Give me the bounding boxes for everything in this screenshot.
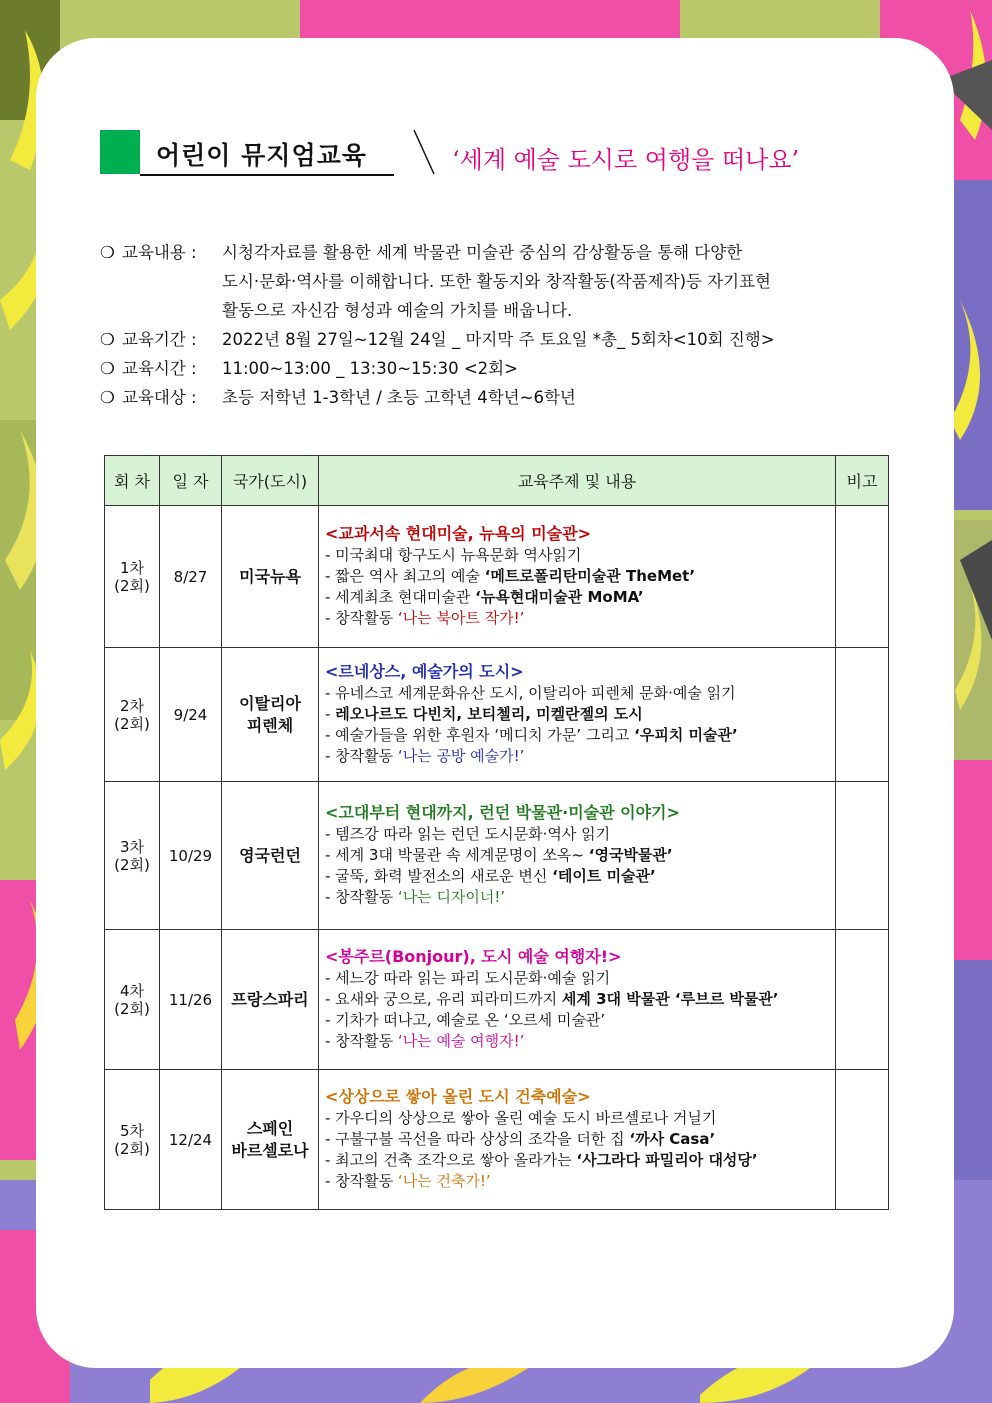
content-text: - 템즈강 따라 읽는 런던 도시문화·역사 읽기 — [325, 824, 611, 843]
content-cell — [319, 782, 836, 930]
round-cell — [105, 1070, 160, 1210]
content-text: - 유네스코 세계문화유산 도시, 이탈리아 피렌체 문화·예술 읽기 — [325, 683, 736, 702]
city-cell — [222, 506, 319, 648]
info-item-content — [100, 238, 771, 325]
note-cell — [836, 1070, 889, 1210]
header-round: 회 차 — [105, 456, 160, 506]
table-row — [105, 782, 889, 930]
city-cell — [222, 1070, 319, 1210]
content-text: ‘영국박물관’ — [588, 845, 673, 864]
content-line — [325, 968, 829, 989]
content-text: - 창작활동 — [325, 1032, 398, 1051]
city-label: 이탈리아 — [239, 693, 301, 713]
note-cell — [836, 648, 889, 782]
content-line — [325, 1150, 829, 1171]
session-count: (2회) — [114, 999, 150, 1018]
content-text: ‘테이트 미술관’ — [552, 867, 656, 886]
bullet-icon: ❍ — [100, 243, 115, 262]
content-cell — [319, 648, 836, 782]
round-label: 2차 — [119, 696, 145, 715]
content-text: 레오나르도 다빈치, 보티첼리, 미켈란젤의 도시 — [335, 704, 643, 723]
topic-title: <고대부터 현대까지, 런던 박물관·미술관 이야기> — [325, 803, 680, 823]
content-line — [325, 1108, 829, 1129]
date-cell: 8/27 — [160, 506, 222, 648]
info-label: 교육대상 : — [122, 388, 197, 407]
content-text: - 세계 3대 박물관 속 세계문명이 쏘옥~ — [325, 845, 589, 864]
title-banner — [100, 128, 900, 178]
content-text: - 기차가 떠나고, 예술로 온 ‘오르세 미술관’ — [325, 1011, 606, 1030]
activity-line — [325, 1171, 829, 1192]
info-item-period — [100, 325, 775, 354]
info-label: 교육기간 : — [122, 330, 197, 349]
content-text: - 창작활동 — [325, 1172, 398, 1191]
content-line — [325, 1129, 829, 1150]
content-text: ‘까사 Casa’ — [629, 1129, 716, 1148]
header-city: 국가(도시) — [222, 456, 319, 506]
content-line — [325, 566, 829, 587]
content-line — [325, 683, 829, 704]
round-label: 3차 — [119, 837, 145, 856]
content-text: 세계 3대 박물관 ‘루브르 박물관’ — [561, 989, 779, 1008]
city-label: 프랑스파리 — [231, 989, 309, 1009]
topic-title: <상상으로 쌓아 올린 도시 건축예술> — [325, 1087, 591, 1107]
note-cell — [836, 930, 889, 1070]
activity-line — [325, 746, 829, 767]
info-text: 초등 저학년 1-3학년 / 초등 고학년 4학년~6학년 — [222, 388, 576, 407]
info-text: 11:00~13:00 _ 13:30~15:30 <2회> — [222, 359, 518, 378]
table-header-row — [105, 456, 889, 506]
content-text: ‘우피치 미술관’ — [634, 726, 738, 745]
city-cell — [222, 930, 319, 1070]
bullet-icon: ❍ — [100, 388, 115, 407]
activity-line — [325, 1031, 829, 1052]
content-text: - 창작활동 — [325, 609, 398, 628]
round-label: 5차 — [119, 1121, 145, 1140]
date-cell: 10/29 — [160, 782, 222, 930]
table-row — [105, 506, 889, 648]
content-text: - 미국최대 항구도시 뉴욕문화 역사읽기 — [325, 545, 582, 564]
content-text: ‘뉴욕현대미술관 MoMA’ — [475, 588, 644, 607]
content-line — [325, 587, 829, 608]
info-text: 활동으로 자신감 형성과 예술의 가치를 배웁니다. — [222, 301, 573, 320]
header-note: 비고 — [836, 456, 889, 506]
header-content: 교육주제 및 내용 — [319, 456, 836, 506]
table-row — [105, 1070, 889, 1210]
content-text: - 최고의 건축 조각으로 쌓아 올라가는 — [325, 1151, 577, 1170]
info-text: 시청각자료를 활용한 세계 박물관 미술관 중심의 감상활동을 통해 다양한 — [222, 243, 743, 262]
title-box — [140, 130, 394, 176]
city-label-2: 피렌체 — [246, 715, 294, 735]
city-label: 미국뉴욕 — [239, 566, 301, 586]
session-count: (2회) — [114, 855, 150, 874]
round-cell — [105, 506, 160, 648]
activity-name: ‘나는 건축가!’ — [397, 1172, 491, 1191]
page-title: 어린이 뮤지엄교육 — [156, 141, 367, 170]
content-text: - 짧은 역사 최고의 예술 — [325, 566, 485, 585]
session-count: (2회) — [114, 1139, 150, 1158]
content-cell — [319, 1070, 836, 1210]
session-count: (2회) — [114, 576, 150, 595]
date-cell: 9/24 — [160, 648, 222, 782]
content-line — [325, 845, 829, 866]
content-text: - 구불구불 곡선을 따라 상상의 조각을 더한 집 — [325, 1129, 630, 1148]
table-row — [105, 930, 889, 1070]
info-label: 교육시간 : — [122, 359, 197, 378]
title-marker — [100, 130, 140, 174]
activity-line — [325, 608, 829, 629]
topic-title: <르네상스, 예술가의 도시> — [325, 662, 524, 682]
content-text: - 가우디의 상상으로 쌓아 올린 예술 도시 바르셀로나 거닐기 — [325, 1108, 717, 1127]
content-text: - 세계최초 현대미술관 — [325, 588, 476, 607]
content-text: - 예술가들을 위한 후원자 ‘메디치 가문’ 그리고 — [325, 726, 635, 745]
content-text: - — [325, 704, 336, 723]
content-line — [325, 704, 829, 725]
content-text: ‘메트로폴리탄미술관 TheMet’ — [484, 566, 696, 585]
activity-name: ‘나는 예술 여행자!’ — [397, 1032, 525, 1051]
info-section — [100, 238, 775, 412]
round-cell — [105, 782, 160, 930]
info-item-target — [100, 383, 576, 412]
content-text: ‘사그라다 파밀리아 대성당’ — [576, 1151, 758, 1170]
header-date: 일 자 — [160, 456, 222, 506]
content-cell — [319, 930, 836, 1070]
city-label: 영국런던 — [239, 845, 301, 865]
info-text: 2022년 8월 27일~12월 24일 _ 마지막 주 토요일 *총_ 5회차<10회 진행> — [222, 330, 775, 349]
content-line — [325, 1010, 829, 1031]
round-cell — [105, 648, 160, 782]
city-cell — [222, 648, 319, 782]
round-label: 4차 — [119, 981, 145, 1000]
note-cell — [836, 506, 889, 648]
info-item-time — [100, 354, 518, 383]
bullet-icon: ❍ — [100, 330, 115, 349]
schedule-table — [104, 455, 889, 1210]
activity-line — [325, 887, 829, 908]
round-label: 1차 — [119, 558, 145, 577]
content-text: - 창작활동 — [325, 747, 398, 766]
activity-name: ‘나는 북아트 작가!’ — [397, 609, 525, 628]
round-cell — [105, 930, 160, 1070]
topic-title: <봉주르(Bonjour), 도시 예술 여행자!> — [325, 947, 622, 967]
content-line — [325, 545, 829, 566]
content-text: - 요새와 궁으로, 유리 피라미드까지 — [325, 989, 562, 1008]
content-line — [325, 989, 829, 1010]
info-text: 도시·문화·역사를 이해합니다. 또한 활동지와 창작활동(작품제작)등 자기표현 — [222, 272, 771, 291]
city-label: 스페인 — [246, 1118, 294, 1138]
content-cell — [319, 506, 836, 648]
content-line — [325, 824, 829, 845]
date-cell: 11/26 — [160, 930, 222, 1070]
page-subtitle: ‘세계 예술 도시로 여행을 떠나요’ — [452, 146, 800, 174]
note-cell — [836, 782, 889, 930]
content-line — [325, 725, 829, 746]
topic-title: <교과서속 현대미술, 뉴욕의 미술관> — [325, 524, 591, 544]
table-row — [105, 648, 889, 782]
content-text: - 창작활동 — [325, 888, 398, 907]
info-label: 교육내용 : — [122, 243, 197, 262]
bullet-icon: ❍ — [100, 359, 115, 378]
content-text: - 세느강 따라 읽는 파리 도시문화·예술 읽기 — [325, 968, 611, 987]
activity-name: ‘나는 디자이너!’ — [397, 888, 506, 907]
date-cell: 12/24 — [160, 1070, 222, 1210]
city-label-2: 바르셀로나 — [231, 1140, 309, 1160]
activity-name: ‘나는 공방 예술가!’ — [397, 747, 525, 766]
content-line — [325, 866, 829, 887]
content-text: - 굴뚝, 화력 발전소의 새로운 변신 — [325, 867, 553, 886]
session-count: (2회) — [114, 714, 150, 733]
title-divider — [412, 128, 436, 176]
city-cell — [222, 782, 319, 930]
